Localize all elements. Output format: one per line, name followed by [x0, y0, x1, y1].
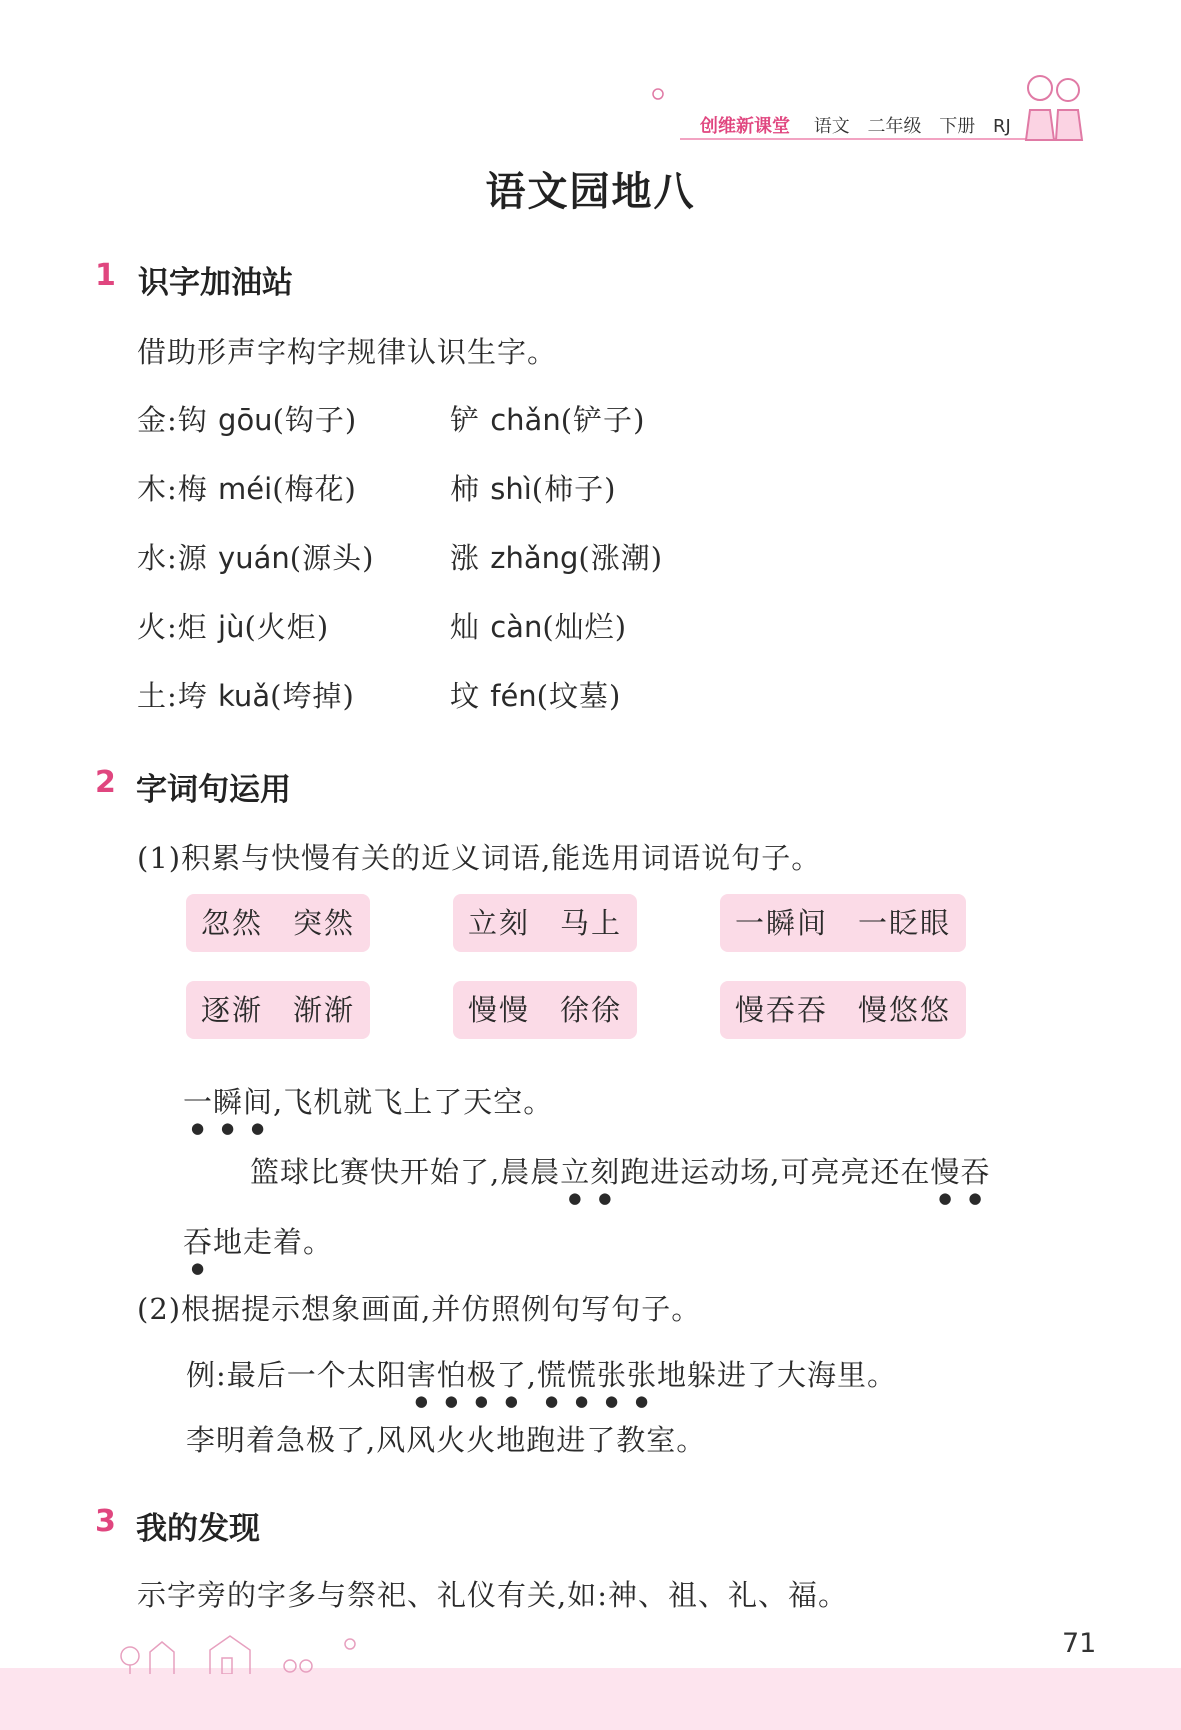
- synonym-box: 忽然 突然: [186, 894, 370, 952]
- radical-row-pair: 灿 càn(灿烂): [450, 610, 628, 644]
- page-number: 71: [1062, 1628, 1097, 1659]
- synonym-box: 逐渐 渐渐: [186, 981, 370, 1039]
- example-sentence: 吞地走着。: [183, 1225, 334, 1259]
- footer-band: [0, 1668, 1181, 1730]
- section-1-number: 1: [95, 258, 116, 293]
- radical-row: 金:钩 gōu(钩子): [137, 403, 358, 437]
- children-illustration-icon: [1020, 70, 1090, 150]
- example-sentence: 一瞬间,飞机就飞上了天空。: [183, 1085, 554, 1119]
- synonym-box: 立刻 马上: [453, 894, 637, 952]
- section-1-instruction: 借助形声字构字规律认识生字。: [137, 335, 558, 369]
- radical-row: 木:梅 méi(梅花): [137, 472, 357, 506]
- radical-row-pair: 涨 zhǎng(涨潮): [450, 541, 664, 575]
- section-2-number: 2: [95, 765, 116, 800]
- radical-row-pair: 铲 chǎn(铲子): [450, 403, 646, 437]
- radical-row: 土:垮 kuǎ(垮掉): [137, 679, 355, 713]
- header-subject: 语文: [813, 116, 850, 137]
- header-grade: 二年级: [867, 116, 922, 137]
- section-3-number: 3: [95, 1504, 116, 1539]
- header-brand: 创维新课堂: [700, 116, 790, 137]
- synonym-box: 慢慢 徐徐: [453, 981, 637, 1039]
- flower-icon: [648, 86, 668, 102]
- header-edition: RJ: [992, 116, 1011, 137]
- header: [700, 112, 1023, 138]
- question-2: (2)根据提示想象画面,并仿照例句写句子。: [137, 1292, 702, 1326]
- house-tree-illustration-icon: [110, 1622, 370, 1674]
- section-2-title: 字词句运用: [136, 772, 291, 808]
- section-3-title: 我的发现: [136, 1511, 260, 1547]
- example-sentence: 篮球比赛快开始了,晨晨立刻跑进运动场,可亮亮还在慢吞: [250, 1155, 991, 1189]
- synonym-box: 慢吞吞 慢悠悠: [720, 981, 966, 1039]
- section-1-title: 识字加油站: [138, 265, 293, 301]
- page-title: 语文园地八: [485, 169, 696, 215]
- synonym-box: 一瞬间 一眨眼: [720, 894, 966, 952]
- radical-row: 水:源 yuán(源头): [137, 541, 375, 575]
- question-1: (1)积累与快慢有关的近义词语,能选用词语说句子。: [137, 841, 822, 875]
- answer-sentence: 李明着急极了,风风火火地跑进了教室。: [186, 1423, 707, 1457]
- radical-row-pair: 坟 fén(坟墓): [450, 679, 622, 713]
- radical-row-pair: 柿 shì(柿子): [450, 472, 617, 506]
- header-term: 下册: [939, 116, 976, 137]
- radical-row: 火:炬 jù(火炬): [137, 610, 330, 644]
- example-imitation: 例:最后一个太阳害怕极了,慌慌张张地躲进了大海里。: [186, 1358, 898, 1392]
- section-3-text: 示字旁的字多与祭祀、礼仪有关,如:神、祖、礼、福。: [137, 1578, 848, 1612]
